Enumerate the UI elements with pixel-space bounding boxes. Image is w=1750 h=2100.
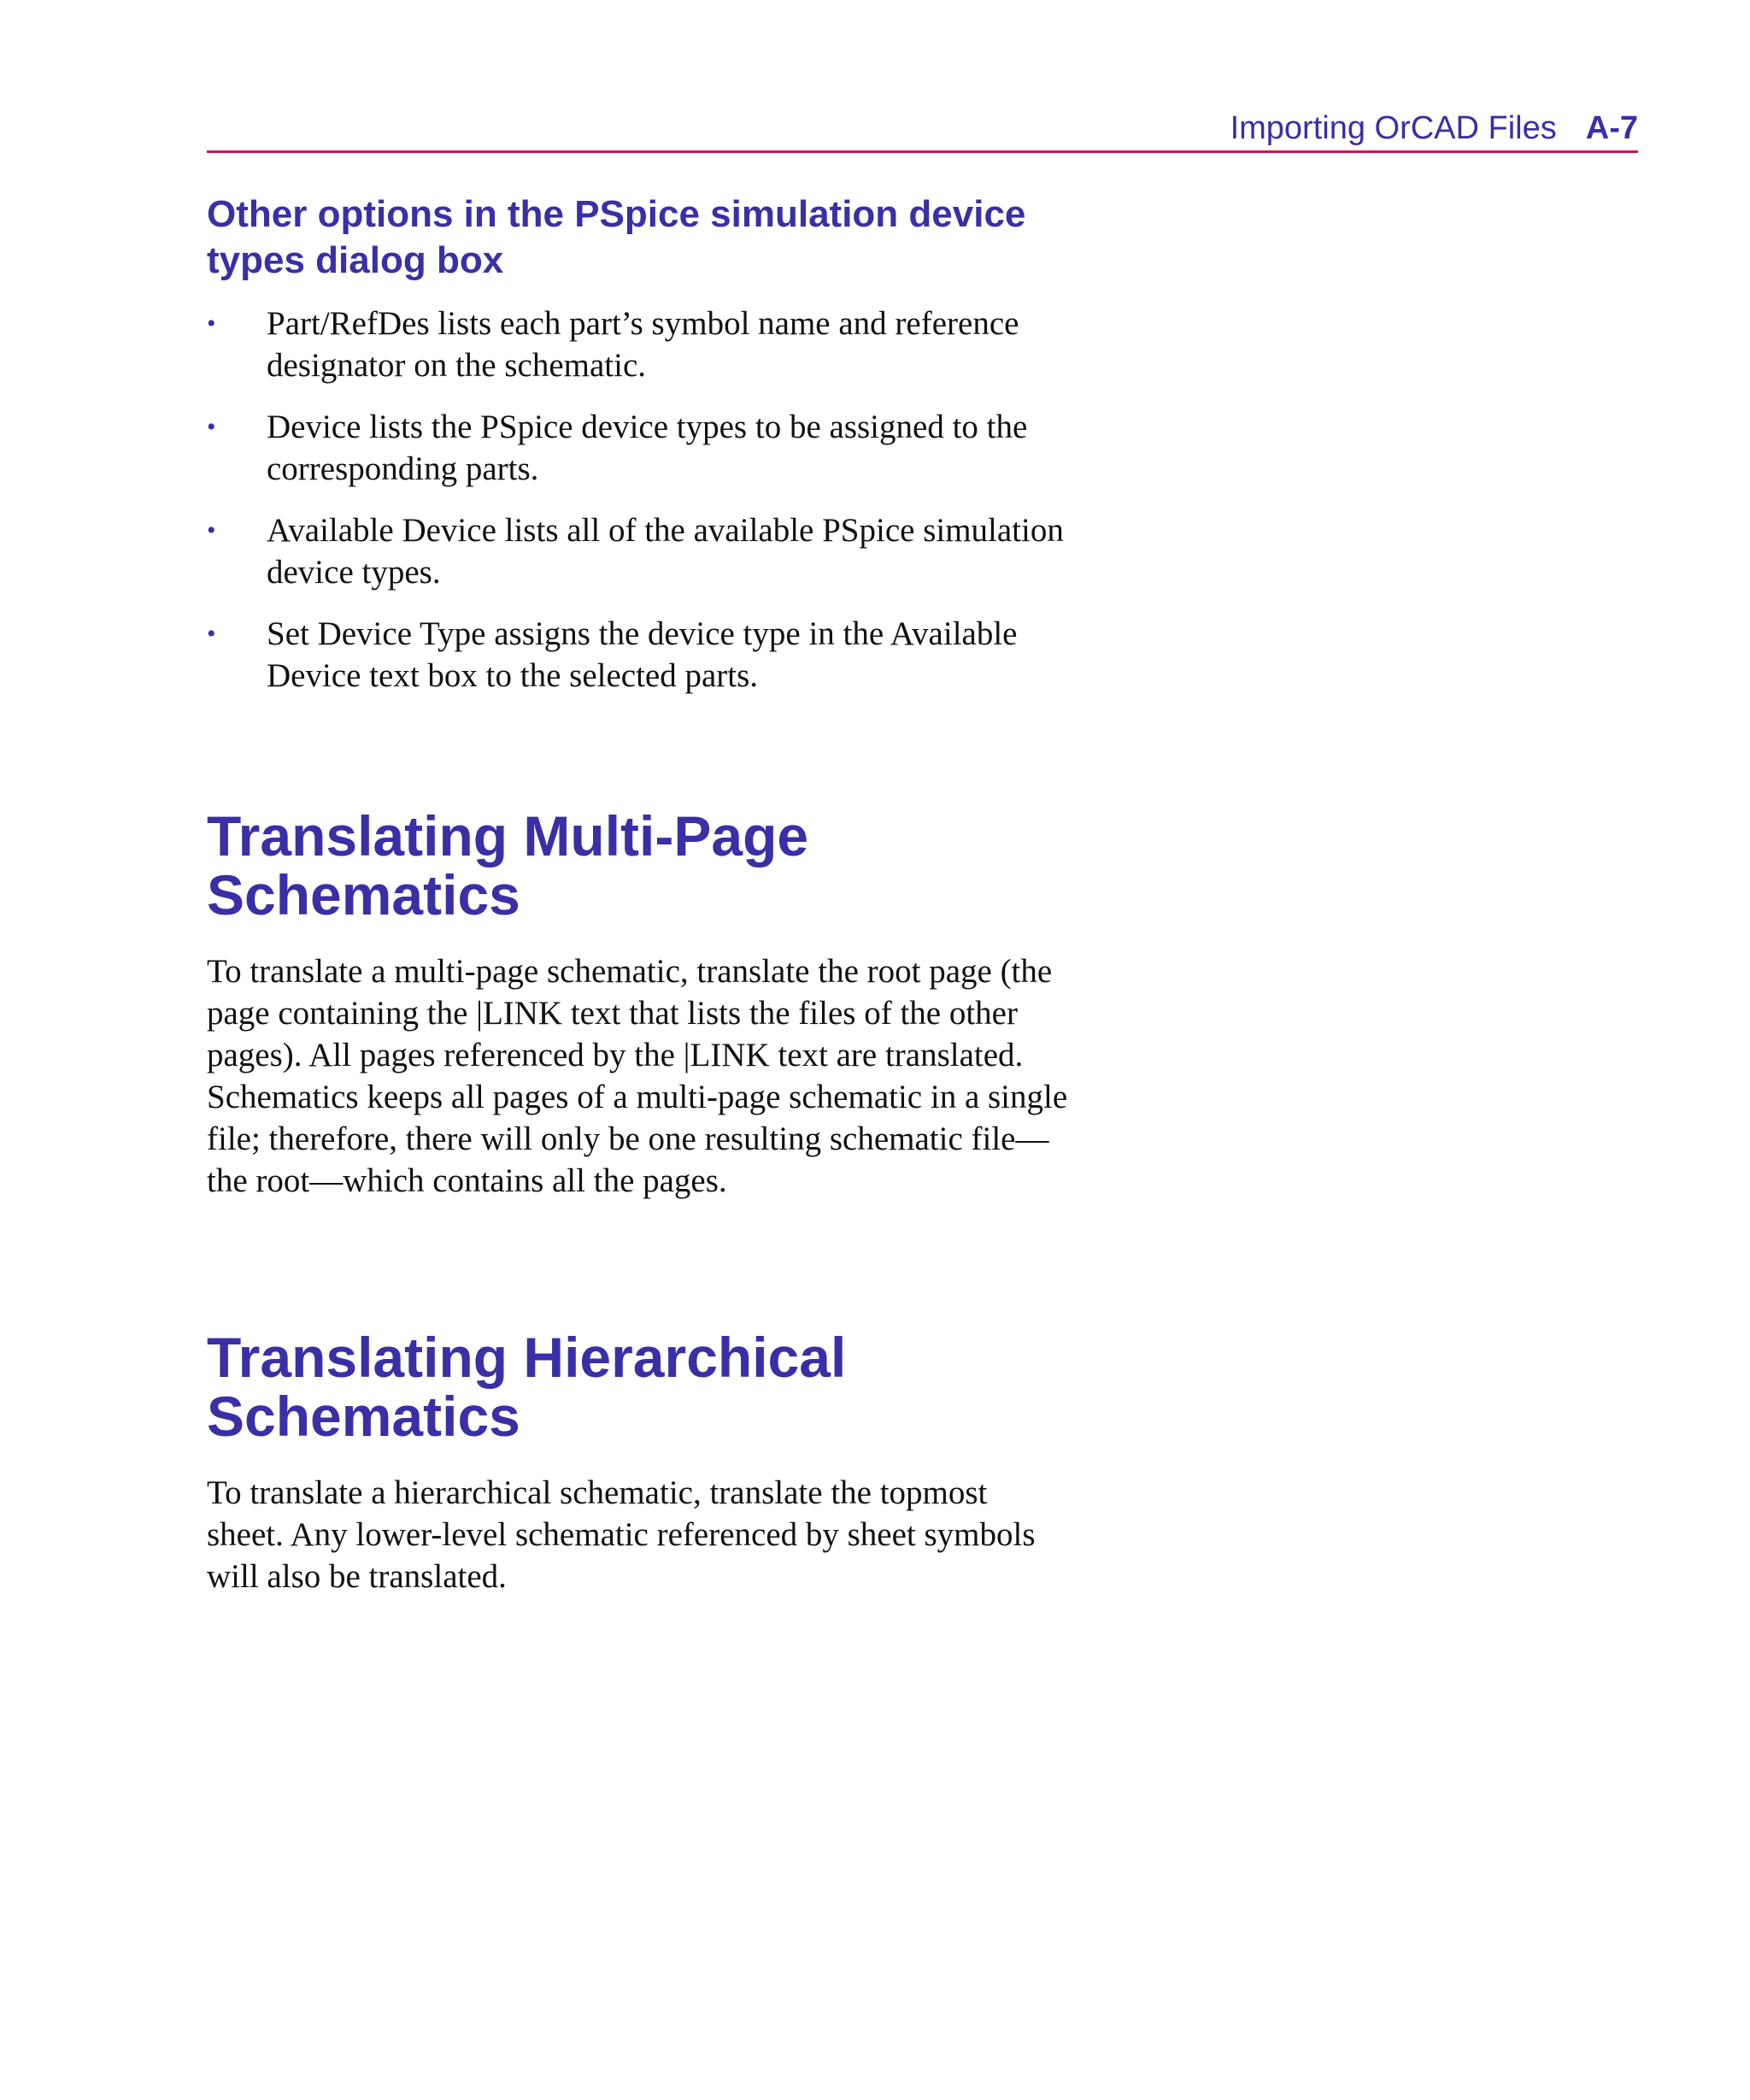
list-item xyxy=(207,303,1113,386)
paragraph-line: To translate a hierarchical schematic, translate the topmost xyxy=(207,1474,988,1511)
list-item-line: designator on the schematic. xyxy=(267,347,647,384)
header-section-title: Importing OrCAD Files xyxy=(1230,110,1557,146)
list-item-line: Device text box to the selected parts. xyxy=(267,657,759,694)
paragraph-line: will also be translated. xyxy=(207,1558,507,1595)
hierarchical-heading-line1: Translating Hierarchical xyxy=(207,1326,847,1389)
hierarchical-paragraph xyxy=(207,1472,1113,1597)
options-bullet-list xyxy=(207,303,1113,697)
multipage-paragraph xyxy=(207,950,1113,1202)
paragraph-line: To translate a multi-page schematic, translate the root page (the xyxy=(207,953,1053,990)
paragraph-line: pages). All pages referenced by the |LINK text are translated. xyxy=(207,1037,1024,1074)
paragraph-line: the root—which contains all the pages. xyxy=(207,1162,727,1199)
options-heading-line2: types dialog box xyxy=(207,239,504,281)
list-item xyxy=(207,406,1113,490)
bullet-icon: • xyxy=(207,516,216,544)
page-content xyxy=(207,191,1113,1597)
list-item-line: corresponding parts. xyxy=(267,450,539,487)
options-heading-line1: Other options in the PSpice simulation device xyxy=(207,193,1026,235)
paragraph-line: Schematics keeps all pages of a multi-page schematic in a single xyxy=(207,1079,1068,1115)
header-rule xyxy=(207,150,1638,153)
hierarchical-heading-line2: Schematics xyxy=(207,1385,520,1448)
multipage-heading-line1: Translating Multi-Page xyxy=(207,804,809,868)
bullet-icon: • xyxy=(207,413,216,441)
list-item-line: Device lists the PSpice device types to be assigned to the xyxy=(267,409,1028,445)
bullet-icon: • xyxy=(207,309,216,338)
paragraph-line: sheet. Any lower-level schematic referenced by sheet symbols xyxy=(207,1516,1036,1553)
options-heading xyxy=(207,191,1113,284)
multipage-heading xyxy=(207,804,1113,926)
running-header xyxy=(1230,103,1638,154)
list-item-line: device types. xyxy=(267,554,441,591)
multipage-heading-line2: Schematics xyxy=(207,863,520,926)
paragraph-line: page containing the |LINK text that lists the files of the other xyxy=(207,995,1018,1032)
list-item-line: Set Device Type assigns the device type in the Available xyxy=(267,615,1018,652)
page-number: A-7 xyxy=(1585,110,1638,146)
hierarchical-heading xyxy=(207,1328,1113,1446)
paragraph-line: file; therefore, there will only be one resulting schematic file— xyxy=(207,1121,1049,1157)
list-item-line: Available Device lists all of the available PSpice simulation xyxy=(267,512,1064,549)
list-item xyxy=(207,613,1113,697)
list-item xyxy=(207,509,1113,593)
bullet-icon: • xyxy=(207,620,216,648)
list-item-line: Part/RefDes lists each part’s symbol name and reference xyxy=(267,305,1019,342)
